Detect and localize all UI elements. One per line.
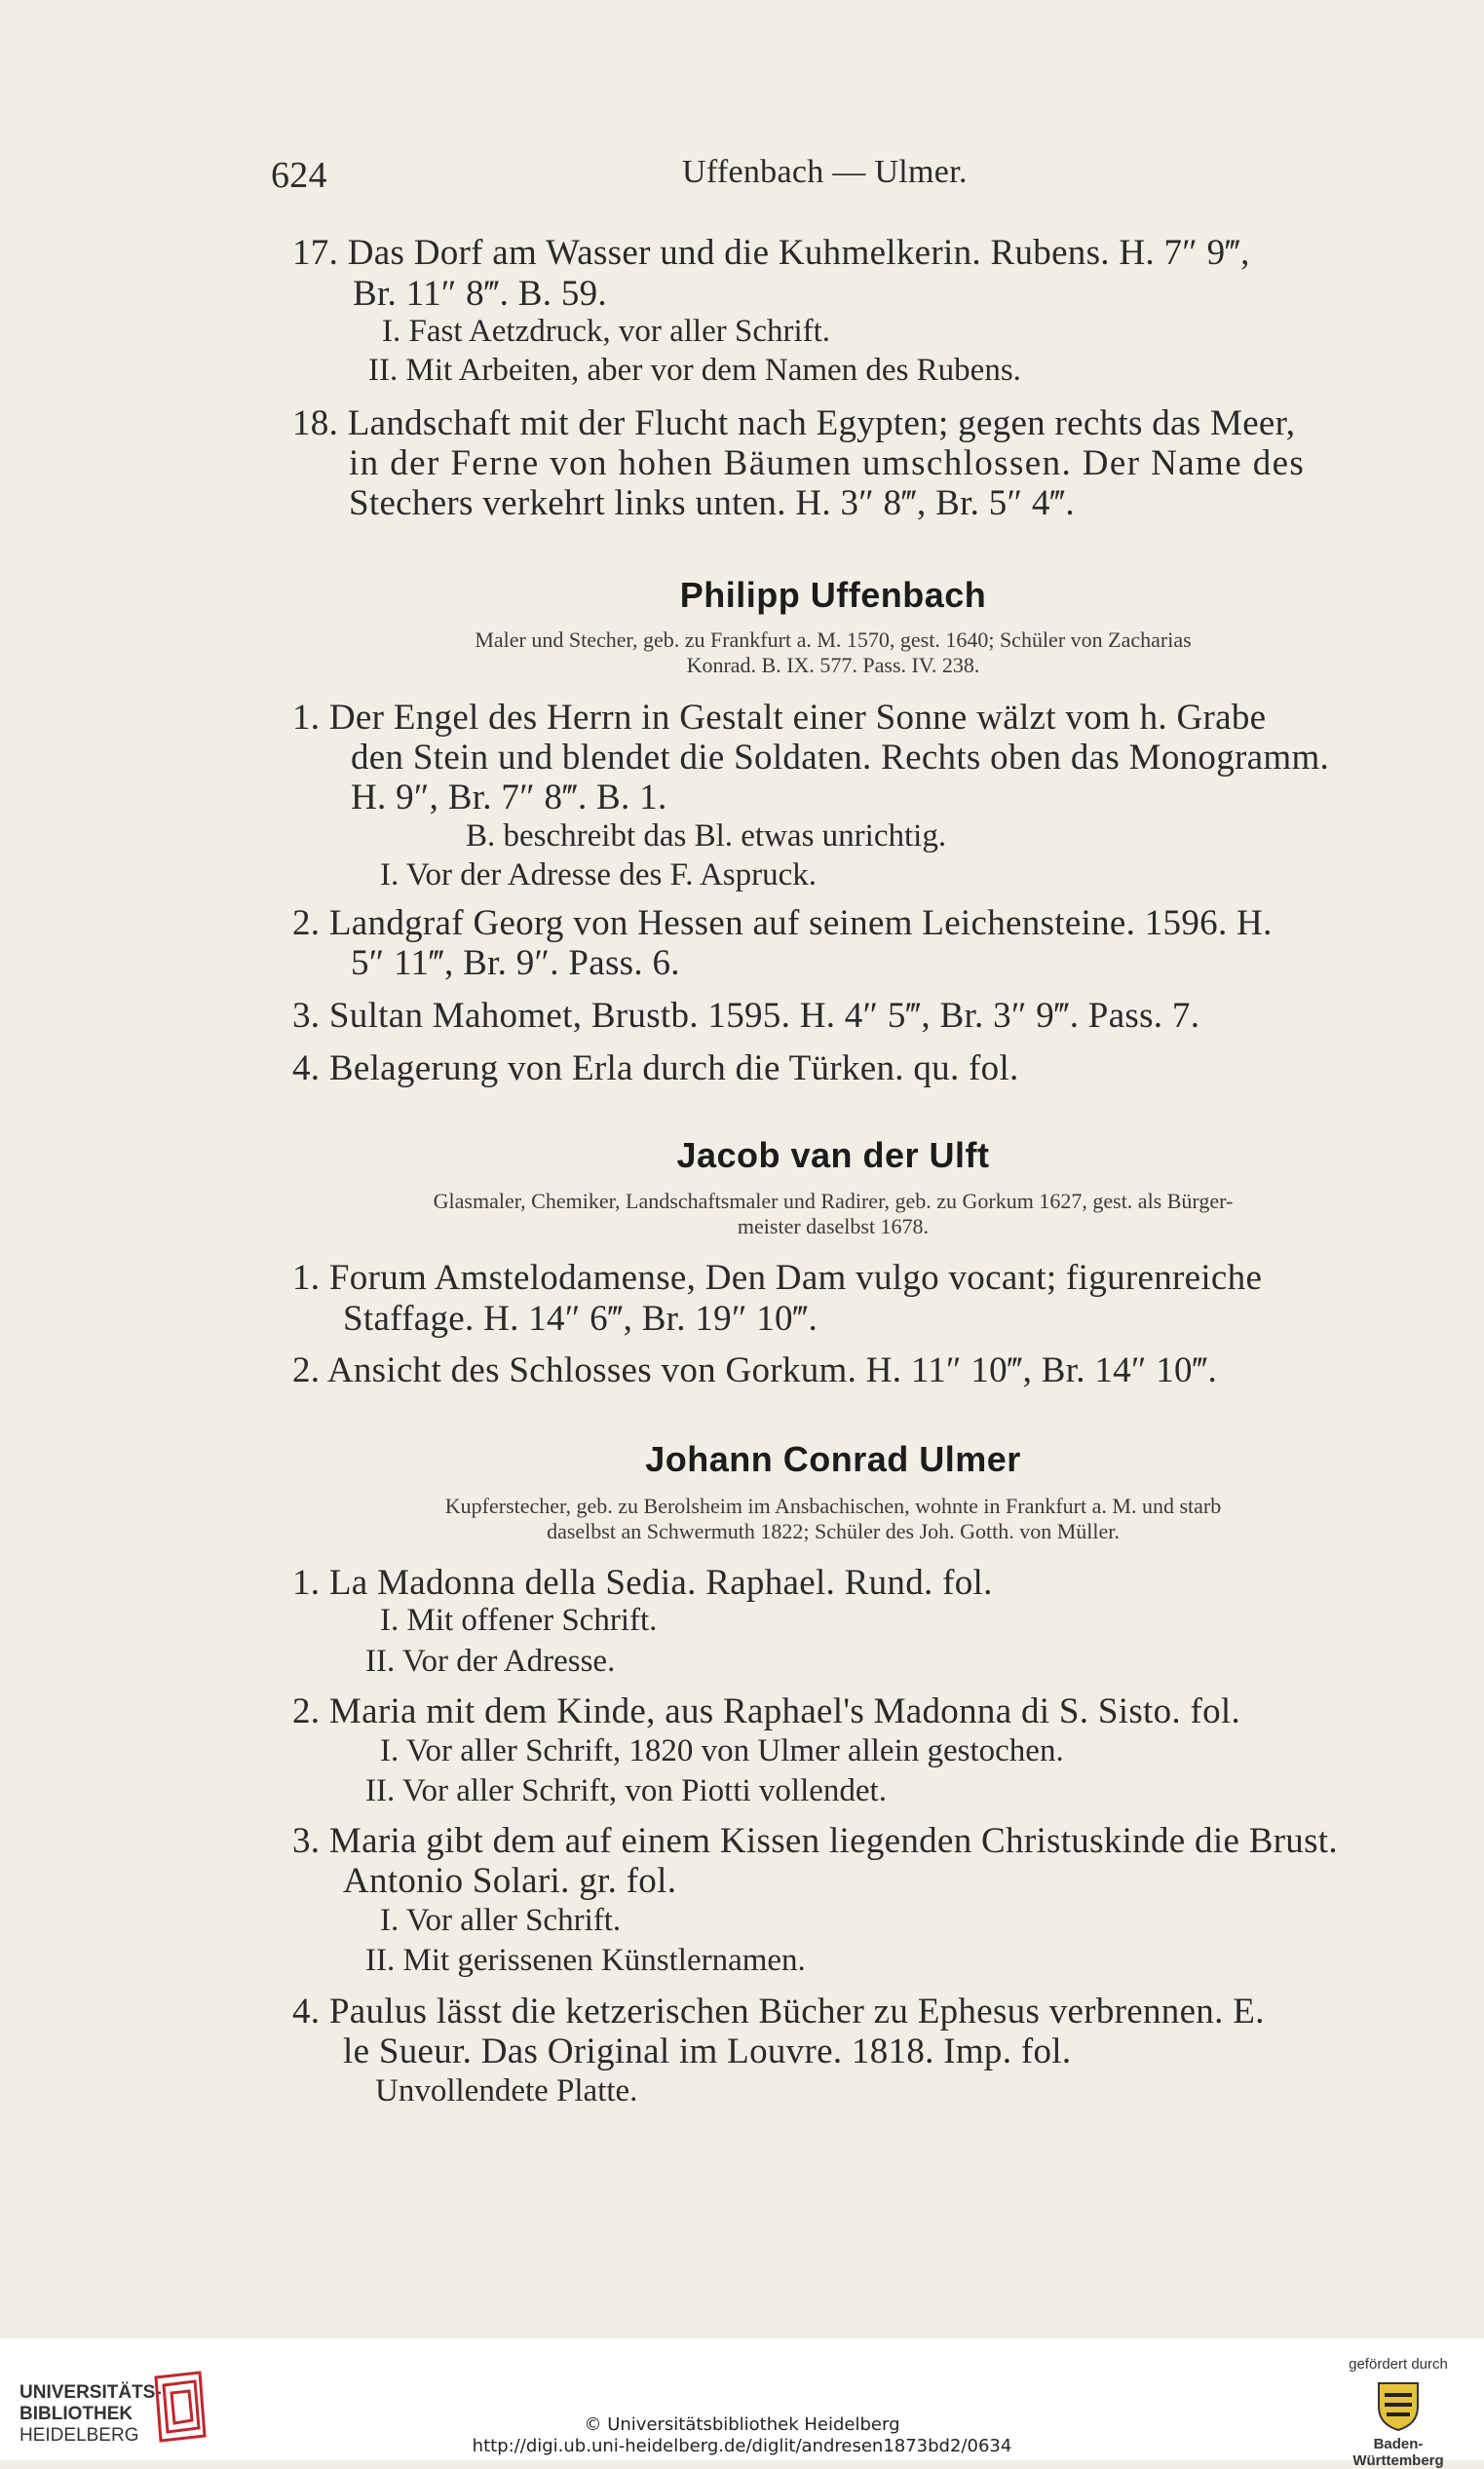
section-heading-ulmer: Johann Conrad Ulmer	[645, 1439, 1021, 1479]
entry-17-line2: Br. 11″ 8‴. B. 59.	[353, 274, 607, 314]
section-heading-ulft: Jacob van der Ulft	[676, 1135, 990, 1175]
entry-1-line2: den Stein und blendet die Soldaten. Rechts oben das Monogramm.	[351, 738, 1330, 778]
entry-2-state2: II. Vor aller Schrift, von Piotti vollendet.	[365, 1773, 887, 1808]
entry-2-line2: 5″ 11‴, Br. 9″. Pass. 6.	[351, 943, 680, 983]
entry-3-state1: I. Vor aller Schrift.	[380, 1903, 622, 1938]
entry-4-line1: 4. Belagerung von Erla durch die Türken. qu. fol.	[292, 1048, 1019, 1088]
running-title: Uffenbach — Ulmer.	[682, 154, 968, 190]
bio-line: meister daselbst 1678.	[737, 1214, 930, 1238]
source-url-link[interactable]: http://digi.ub.uni-heidelberg.de/diglit/andresen1873bd2/0634	[472, 2436, 1012, 2456]
state-coat-of-arms-icon	[1369, 2377, 1427, 2432]
section-bio-ulmer	[292, 1494, 1374, 1544]
entry-2-line1: 2. Maria mit dem Kinde, aus Raphael's Madonna di S. Sisto. fol.	[292, 1691, 1241, 1731]
entry-4-note: Unvollendete Platte.	[375, 2073, 638, 2108]
bio-line: Maler und Stecher, geb. zu Frankfurt a. M. 1570, gest. 1640; Schüler von Zacharias	[475, 627, 1192, 652]
entry-3-line1: 3. Sultan Mahomet, Brustb. 1595. H. 4″ 5‴, Br. 3″ 9‴. Pass. 7.	[292, 996, 1200, 1036]
entry-1-state1: I. Mit offener Schrift.	[380, 1603, 658, 1638]
entry-18-line2: in der Ferne von hohen Bäumen umschlossen. Der Name des	[349, 443, 1306, 483]
entry-1-line1: 1. Forum Amstelodamense, Den Dam vulgo vocant; figurenreiche	[292, 1258, 1263, 1298]
entry-4-line1: 4. Paulus lässt die ketzerischen Bücher zu Ephesus verbrennen. E.	[292, 1992, 1265, 2032]
entry-1-line2: Staffage. H. 14″ 6‴, Br. 19″ 10‴.	[343, 1299, 818, 1339]
entry-4-line2: le Sueur. Das Original im Louvre. 1818. Imp. fol.	[343, 2032, 1072, 2071]
entry-1-line1: 1. Der Engel des Herrn in Gestalt einer Sonne wälzt vom h. Grabe	[292, 698, 1267, 738]
page-number: 624	[271, 155, 327, 196]
entry-17-line1: 17. Das Dorf am Wasser und die Kuhmelkerin. Rubens. H. 7″ 9‴,	[292, 233, 1250, 273]
library-line: HEIDELBERG	[19, 2425, 139, 2446]
entry-2-line1: 2. Landgraf Georg von Hessen auf seinem Leichensteine. 1596. H.	[292, 903, 1273, 943]
entry-1-state2: II. Vor der Adresse.	[365, 1644, 616, 1679]
bio-line: Konrad. B. IX. 577. Pass. IV. 238.	[686, 653, 980, 677]
entry-1-line3: H. 9″, Br. 7″ 8‴. B. 1.	[351, 778, 667, 817]
entry-18-line3: Stechers verkehrt links unten. H. 3″ 8‴, Br. 5″ 4‴.	[349, 483, 1075, 523]
sponsor-label: gefördert durch	[1349, 2356, 1448, 2373]
library-line: BIBLIOTHEK	[19, 2404, 133, 2424]
copyright-notice: © Universitätsbibliothek Heidelberg	[584, 2414, 900, 2435]
entry-1-state1: I. Vor der Adresse des F. Aspruck.	[380, 857, 818, 893]
entry-17-state1: I. Fast Aetzdruck, vor aller Schrift.	[382, 314, 831, 349]
entry-1-note: B. beschreibt das Bl. etwas unrichtig.	[466, 818, 947, 854]
section-bio-uffenbach	[292, 627, 1374, 678]
entry-1-line1: 1. La Madonna della Sedia. Raphael. Rund. fol.	[292, 1563, 993, 1603]
bio-line: Kupferstecher, geb. zu Berolsheim im Ansbachischen, wohnte in Frankfurt a. M. und starb	[444, 1494, 1222, 1518]
sponsor-name: Baden-Württemberg	[1352, 2436, 1444, 2469]
entry-3-line2: Antonio Solari. gr. fol.	[343, 1861, 677, 1901]
section-bio-ulft	[292, 1189, 1374, 1239]
entry-18-line1: 18. Landschaft mit der Flucht nach Egypten; gegen rechts das Meer,	[292, 403, 1296, 443]
entry-2-line1: 2. Ansicht des Schlosses von Gorkum. H. 11″ 10‴, Br. 14″ 10‴.	[292, 1350, 1218, 1390]
bio-line: daselbst an Schwermuth 1822; Schüler des Joh. Gotth. von Müller.	[547, 1519, 1120, 1543]
entry-3-state2: II. Mit gerissenen Künstlernamen.	[365, 1943, 806, 1978]
bio-line: Glasmaler, Chemiker, Landschaftsmaler und Radirer, geb. zu Gorkum 1627, gest. als Bürger-	[433, 1189, 1234, 1213]
entry-2-state1: I. Vor aller Schrift, 1820 von Ulmer allein gestochen.	[380, 1733, 1064, 1768]
section-heading-uffenbach: Philipp Uffenbach	[679, 575, 987, 615]
entry-17-state2: II. Mit Arbeiten, aber vor dem Namen des Rubens.	[368, 353, 1021, 388]
library-line: UNIVERSITÄTS-	[19, 2382, 162, 2403]
entry-3-line1: 3. Maria gibt dem auf einem Kissen liegenden Christuskinde die Brust.	[292, 1821, 1338, 1861]
